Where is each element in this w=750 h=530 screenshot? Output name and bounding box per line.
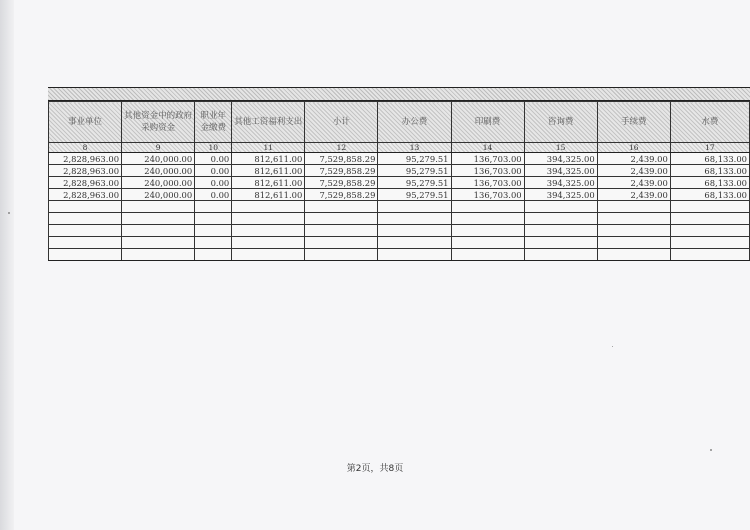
empty-cell: [451, 237, 524, 249]
table-cell: 240,000.00: [122, 165, 195, 177]
table-cell: 95,279.51: [378, 165, 451, 177]
column-header: 咨询费: [524, 102, 597, 143]
empty-cell: [122, 213, 195, 225]
empty-cell: [597, 237, 670, 249]
table-cell: 7,529,858.29: [305, 165, 378, 177]
budget-table-region: [48, 87, 750, 261]
empty-cell: [378, 225, 451, 237]
table-cell: 240,000.00: [122, 189, 195, 201]
empty-cell: [195, 249, 232, 261]
empty-cell: [232, 237, 305, 249]
column-number: 15: [524, 143, 597, 153]
scan-speck: [8, 212, 10, 214]
empty-table-row: [49, 249, 750, 261]
empty-cell: [451, 225, 524, 237]
table-cell: 136,703.00: [451, 153, 524, 165]
empty-cell: [524, 225, 597, 237]
column-header: 水费: [670, 102, 749, 143]
empty-cell: [122, 249, 195, 261]
table-row: [49, 177, 750, 189]
empty-cell: [49, 225, 122, 237]
column-header: 职业年金缴费: [195, 102, 232, 143]
column-header: 事业单位: [49, 102, 122, 143]
empty-cell: [49, 237, 122, 249]
table-row: [49, 189, 750, 201]
table-cell: 2,439.00: [597, 177, 670, 189]
empty-cell: [597, 213, 670, 225]
table-cell: 136,703.00: [451, 165, 524, 177]
empty-cell: [378, 201, 451, 213]
empty-cell: [122, 237, 195, 249]
table-cell: 0.00: [195, 189, 232, 201]
empty-cell: [305, 249, 378, 261]
column-header: 小计: [305, 102, 378, 143]
empty-table-row: [49, 201, 750, 213]
column-number: 10: [195, 143, 232, 153]
table-cell: 2,828,963.00: [49, 177, 122, 189]
empty-cell: [195, 237, 232, 249]
column-number: 14: [451, 143, 524, 153]
empty-table-row: [49, 237, 750, 249]
column-number: 8: [49, 143, 122, 153]
empty-cell: [49, 201, 122, 213]
table-cell: 394,325.00: [524, 153, 597, 165]
empty-cell: [232, 225, 305, 237]
empty-cell: [597, 201, 670, 213]
column-number: 17: [670, 143, 749, 153]
table-cell: 812,611.00: [232, 165, 305, 177]
table-cell: 68,133.00: [670, 189, 749, 201]
empty-table-row: [49, 225, 750, 237]
table-cell: 7,529,858.29: [305, 153, 378, 165]
empty-cell: [670, 225, 749, 237]
page-number-footer: 第2页，共8页: [346, 464, 404, 474]
table-cell: 0.00: [195, 165, 232, 177]
scan-edge: [0, 0, 14, 530]
column-number: 9: [122, 143, 195, 153]
empty-cell: [305, 237, 378, 249]
table-cell: 136,703.00: [451, 177, 524, 189]
empty-cell: [232, 201, 305, 213]
empty-cell: [232, 213, 305, 225]
empty-cell: [524, 213, 597, 225]
table-cell: 68,133.00: [670, 177, 749, 189]
column-number: 16: [597, 143, 670, 153]
table-cell: 68,133.00: [670, 153, 749, 165]
column-header: 手续费: [597, 102, 670, 143]
table-cell: 95,279.51: [378, 189, 451, 201]
table-cell: 812,611.00: [232, 189, 305, 201]
header-row: [49, 102, 750, 143]
table-cell: 2,439.00: [597, 189, 670, 201]
table-cell: 7,529,858.29: [305, 177, 378, 189]
empty-cell: [378, 249, 451, 261]
empty-cell: [670, 201, 749, 213]
table-cell: 394,325.00: [524, 189, 597, 201]
empty-cell: [597, 249, 670, 261]
table-cell: 95,279.51: [378, 153, 451, 165]
empty-cell: [451, 201, 524, 213]
empty-cell: [122, 201, 195, 213]
column-number: 13: [378, 143, 451, 153]
table-cell: 240,000.00: [122, 153, 195, 165]
table-cell: 7,529,858.29: [305, 189, 378, 201]
empty-cell: [122, 225, 195, 237]
empty-cell: [305, 225, 378, 237]
column-header: 办公费: [378, 102, 451, 143]
empty-cell: [378, 237, 451, 249]
table-row: [49, 153, 750, 165]
empty-cell: [451, 249, 524, 261]
table-cell: 0.00: [195, 153, 232, 165]
column-header: 其他资金中的政府采购资金: [122, 102, 195, 143]
table-cell: 2,439.00: [597, 165, 670, 177]
table-cell: 812,611.00: [232, 153, 305, 165]
empty-cell: [195, 225, 232, 237]
empty-cell: [524, 249, 597, 261]
empty-cell: [524, 237, 597, 249]
empty-table-row: [49, 213, 750, 225]
empty-cell: [670, 213, 749, 225]
table-cell: 0.00: [195, 177, 232, 189]
table-cell: 394,325.00: [524, 177, 597, 189]
column-number-row: [49, 143, 750, 153]
table-cell: 394,325.00: [524, 165, 597, 177]
empty-cell: [670, 249, 749, 261]
table-cell: 2,828,963.00: [49, 165, 122, 177]
table-header-band: [48, 87, 750, 101]
empty-cell: [451, 213, 524, 225]
table-cell: 136,703.00: [451, 189, 524, 201]
empty-cell: [524, 201, 597, 213]
column-number: 11: [232, 143, 305, 153]
column-number: 12: [305, 143, 378, 153]
table-cell: 812,611.00: [232, 177, 305, 189]
empty-cell: [305, 201, 378, 213]
empty-cell: [49, 249, 122, 261]
scan-speck: [612, 346, 613, 347]
table-cell: 68,133.00: [670, 165, 749, 177]
table-cell: 2,828,963.00: [49, 153, 122, 165]
empty-cell: [378, 213, 451, 225]
table-cell: 2,828,963.00: [49, 189, 122, 201]
table-cell: 2,439.00: [597, 153, 670, 165]
empty-cell: [232, 249, 305, 261]
budget-table: [48, 101, 750, 261]
empty-cell: [670, 237, 749, 249]
table-cell: 240,000.00: [122, 177, 195, 189]
empty-cell: [597, 225, 670, 237]
empty-cell: [195, 201, 232, 213]
column-header: 其他工资福利支出: [232, 102, 305, 143]
column-header: 印刷费: [451, 102, 524, 143]
empty-cell: [305, 213, 378, 225]
table-row: [49, 165, 750, 177]
table-cell: 95,279.51: [378, 177, 451, 189]
empty-cell: [195, 213, 232, 225]
scan-speck: [710, 449, 712, 451]
empty-cell: [49, 213, 122, 225]
